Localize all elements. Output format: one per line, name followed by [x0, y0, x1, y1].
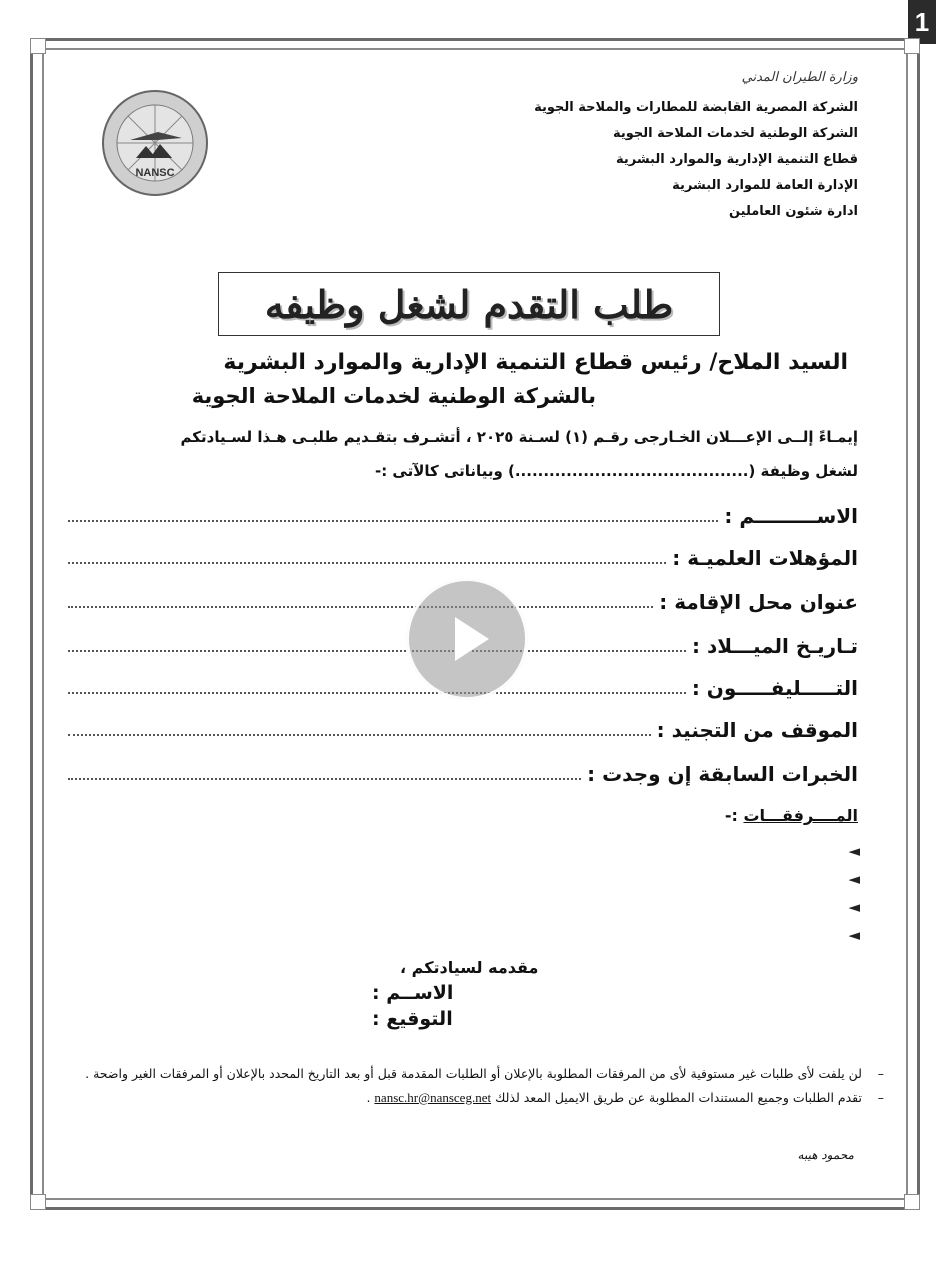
fill-in-dotted-line[interactable]	[68, 519, 718, 522]
nansc-logo	[100, 88, 210, 198]
addressee-line-1: السيد الملاح/ رئيس قطاع التنمية الإدارية والموارد البشرية	[223, 350, 848, 375]
note-suffix: .	[366, 1090, 375, 1105]
letterhead-line: الشركة الوطنية لخدمات الملاحة الجوية	[613, 126, 858, 141]
field-label: الخبرات السابقة إن وجدت :	[587, 762, 858, 786]
corner-ornament	[904, 38, 920, 54]
field-label: المؤهلات العلميـة :	[672, 546, 858, 570]
field-qualifications[interactable]	[68, 540, 858, 570]
notes-section	[64, 1064, 884, 1108]
note-text: تقدم الطلبات وجميع المستندات المطلوبة عن طريق الايميل المعد لذلك	[495, 1090, 862, 1105]
play-icon	[455, 617, 489, 661]
arrowhead-bullet-icon: ◄	[848, 842, 860, 860]
letterhead-line: ادارة شئون العاملين	[728, 204, 858, 219]
field-name[interactable]	[68, 498, 858, 528]
signature-label: التوقيع :	[372, 1008, 453, 1030]
letterhead-line: الشركة المصرية القابضة للمطارات والملاحة الجوية	[534, 100, 858, 115]
arrowhead-bullet-icon: ◄	[848, 870, 860, 888]
submitted-by: مقدمه لسيادتكم ،	[400, 958, 539, 977]
note-item	[64, 1088, 884, 1108]
letterhead	[534, 70, 858, 225]
field-label: تـاريـخ الميـــلاد :	[692, 634, 858, 658]
signer-name: محمود هيبه	[797, 1148, 854, 1162]
attachments-title: المــــرفقـــات	[743, 806, 858, 825]
signature-name-label: الاســم :	[372, 982, 454, 1004]
fill-in-dotted-line[interactable]	[68, 649, 686, 652]
form-title-box	[218, 272, 720, 336]
fill-in-dotted-line[interactable]	[68, 691, 686, 694]
field-military-status[interactable]	[68, 712, 858, 742]
corner-ornament	[904, 1194, 920, 1210]
letterhead-line: الإدارة العامة للموارد البشرية	[672, 178, 858, 193]
note-item: – لن يلفت لأى طلبات غير مستوفية لأى من المرفقات المطلوبة بالإعلان أو الطلبات المقدمة قبل أو بعد التاريخ المحدد بالإعلان أو المرفقات الغير واضحة .	[64, 1064, 884, 1084]
field-label: التـــــليفـــــون :	[691, 676, 858, 700]
field-label: عنوان محل الإقامة :	[659, 590, 858, 614]
field-label: الاســـــــــم :	[724, 504, 858, 528]
fill-in-dotted-line[interactable]	[68, 777, 581, 780]
intro-line-2: لشغل وظيفة (.........................................) وبياناتى كالآتى :-	[374, 462, 858, 480]
letterhead-line: قطاع التنمية الإدارية والموارد البشرية	[615, 152, 858, 167]
intro-line-1: إيمـاءً إلــى الإعـــلان الخـارجى رقـم (١) لسـنة ٢٠٢٥ ، أتشـرف بتقـديم طلبـى هـذا لسـيادتكم	[180, 428, 858, 446]
attachments-suffix: :-	[724, 806, 744, 825]
fill-in-dotted-line[interactable]	[68, 733, 651, 736]
logo-text: NANSC	[135, 167, 175, 179]
corner-ornament	[30, 38, 46, 54]
page-number-badge: 1	[908, 0, 936, 44]
ministry-name: وزارة الطيران المدني	[741, 70, 858, 85]
fill-in-dotted-line[interactable]	[68, 605, 653, 608]
addressee-line-2: بالشركة الوطنية لخدمات الملاحة الجوية	[191, 384, 596, 408]
play-button[interactable]	[406, 578, 528, 700]
fill-in-dotted-line[interactable]	[68, 561, 666, 564]
arrowhead-bullet-icon: ◄	[848, 926, 860, 944]
arrowhead-bullet-icon: ◄	[848, 898, 860, 916]
attachments-heading	[725, 806, 858, 825]
corner-ornament	[30, 1194, 46, 1210]
form-title: طلب التقدم لشغل وظيفه	[264, 281, 674, 327]
field-previous-experience[interactable]	[68, 756, 858, 786]
email-link[interactable]: nansc.hr@nansceg.net	[374, 1090, 492, 1105]
field-label: الموقف من التجنيد :	[656, 718, 858, 742]
